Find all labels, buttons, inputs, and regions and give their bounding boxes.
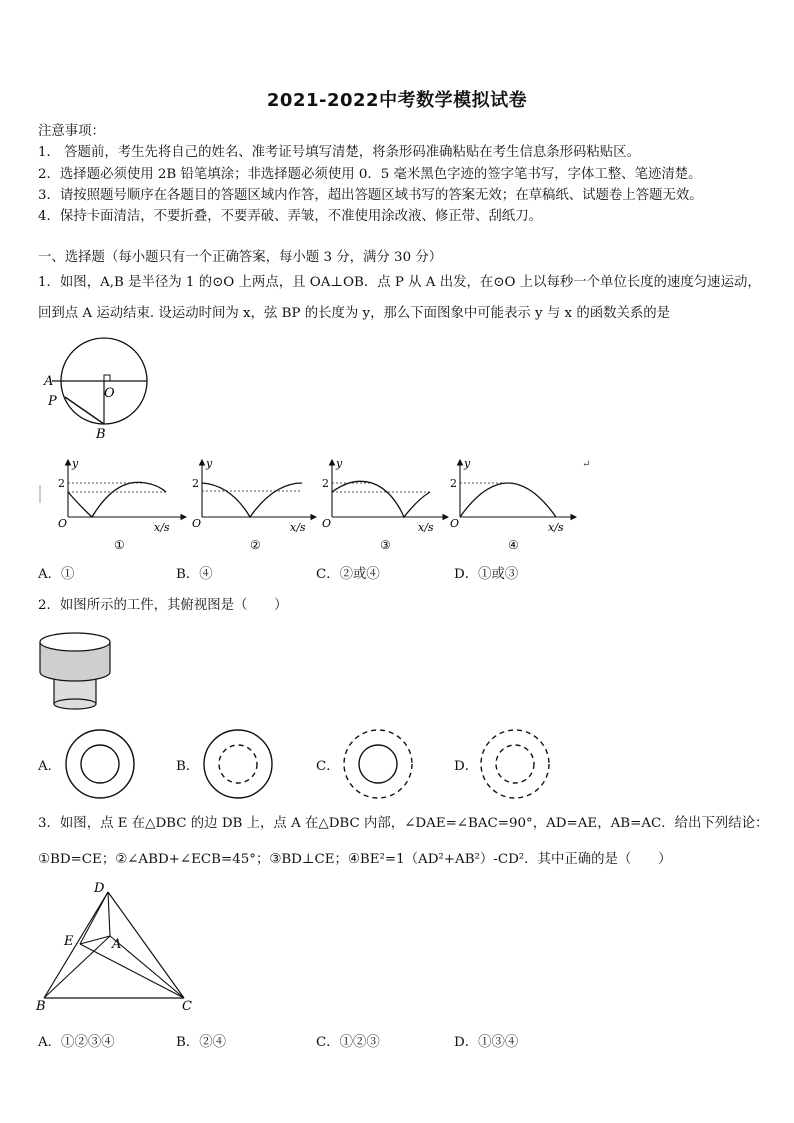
q2-option-c[interactable]: C．: [316, 759, 340, 774]
label-a: A: [44, 374, 54, 389]
graph-2: [192, 457, 316, 552]
svg-text:O: O: [192, 517, 202, 530]
graph-4: [450, 457, 576, 552]
q1-graphs: [36, 455, 596, 555]
q2-option-c-figure[interactable]: [340, 726, 416, 802]
notice-item-2: 2．选择题必须使用 2B 铅笔填涂；非选择题必须使用 0．5 毫米黑色字迹的签字笔书写，字体工整、笔迹清楚。: [38, 167, 702, 182]
q2-text: 2．如图所示的工件，其俯视图是（ ）: [38, 598, 288, 613]
svg-text:O: O: [450, 517, 460, 530]
svg-text:y: y: [72, 457, 79, 470]
svg-text:x/s: x/s: [548, 521, 564, 534]
svg-text:④: ④: [508, 538, 519, 552]
q1-option-d[interactable]: D．①或③: [454, 567, 519, 582]
svg-text:y: y: [464, 457, 471, 470]
notice-item-4: 4．保持卡面清洁，不要折叠，不要弄破、弄皱，不准使用涂改液、修正带、刮纸刀。: [38, 209, 542, 224]
graph-1: [58, 457, 186, 552]
q2-option-b-figure[interactable]: [200, 726, 276, 802]
svg-text:2: 2: [450, 477, 457, 490]
svg-text:y: y: [206, 457, 213, 470]
svg-text:③: ③: [380, 538, 391, 552]
q3-option-c[interactable]: C．①②③: [316, 1035, 380, 1050]
q1-option-c[interactable]: C．②或④: [316, 567, 380, 582]
q3-option-d[interactable]: D．①③④: [454, 1035, 519, 1050]
label-d: D: [94, 881, 105, 896]
q2-option-a-figure[interactable]: [62, 726, 138, 802]
q2-option-b[interactable]: B．: [176, 759, 200, 774]
notice-item-3: 3．请按照题号顺序在各题目的答题区域内作答，超出答题区域书写的答案无效；在草稿纸、试题卷上答题无效。: [38, 188, 703, 203]
graph-3: [322, 457, 448, 552]
svg-text:O: O: [58, 517, 68, 530]
q1-circle-figure: [38, 335, 158, 445]
label-c: C: [182, 999, 192, 1014]
q1-text-line1: 1．如图，A,B 是半径为 1 的⊙O 上两点，且 OA⊥OB．点 P 从 A 出发，在⊙O 上以每秒一个单位长度的速度匀速运动，: [38, 275, 761, 290]
svg-text:x/s: x/s: [154, 521, 170, 534]
svg-text:①: ①: [114, 538, 125, 552]
q3-option-a[interactable]: A．①②③④: [38, 1035, 115, 1050]
svg-text:2: 2: [58, 477, 65, 490]
q3-option-b[interactable]: B．②④: [176, 1035, 227, 1050]
svg-text:O: O: [322, 517, 332, 530]
svg-text:②: ②: [250, 538, 261, 552]
right-angle-mark: [104, 375, 110, 381]
q2-workpiece-figure: [38, 628, 118, 710]
q1-option-b[interactable]: B．④: [176, 567, 213, 582]
q2-option-d-figure[interactable]: [477, 726, 553, 802]
q2-option-a[interactable]: A．: [38, 759, 62, 774]
svg-text:x/s: x/s: [418, 521, 434, 534]
q3-text-line1: 3．如图，点 E 在△DBC 的边 DB 上，点 A 在△DBC 内部，∠DAE=∠BAC=90°，AD=AE，AB=AC．给出下列结论：: [38, 816, 769, 831]
svg-text:2: 2: [192, 477, 199, 490]
page-title: 2021-2022中考数学模拟试卷: [266, 90, 528, 111]
q3-text-line2: ①BD=CE；②∠ABD+∠ECB=45°；③BD⊥CE；④BE²=1（AD²+AB²）-CD²．其中正确的是（ ）: [38, 852, 672, 867]
q2-option-d[interactable]: D．: [454, 759, 479, 774]
section-heading: 一、选择题（每小题只有一个正确答案，每小题 3 分，满分 30 分）: [38, 250, 443, 265]
notice-heading: 注意事项：: [38, 124, 105, 139]
svg-text:x/s: x/s: [290, 521, 306, 534]
label-p: P: [48, 394, 57, 409]
q1-option-a[interactable]: A．①: [38, 567, 75, 582]
q1-text-line2: 回到点 A 运动结束. 设运动时间为 x，弦 BP 的长度为 y，那么下面图象中可能表示 y 与 x 的函数关系的是: [38, 306, 671, 321]
label-a: A: [112, 937, 122, 952]
label-e: E: [64, 934, 74, 949]
label-b: B: [36, 999, 46, 1014]
label-o: O: [104, 386, 115, 401]
svg-text:2: 2: [322, 477, 329, 490]
notice-item-1: 1． 答题前，考生先将自己的姓名、准考证号填写清楚，将条形码准确粘贴在考生信息条形码粘贴区。: [38, 145, 640, 160]
label-b: B: [96, 427, 106, 442]
return-mark: ↵: [582, 459, 591, 470]
q3-triangle-figure: [34, 878, 204, 1018]
svg-text:y: y: [336, 457, 343, 470]
